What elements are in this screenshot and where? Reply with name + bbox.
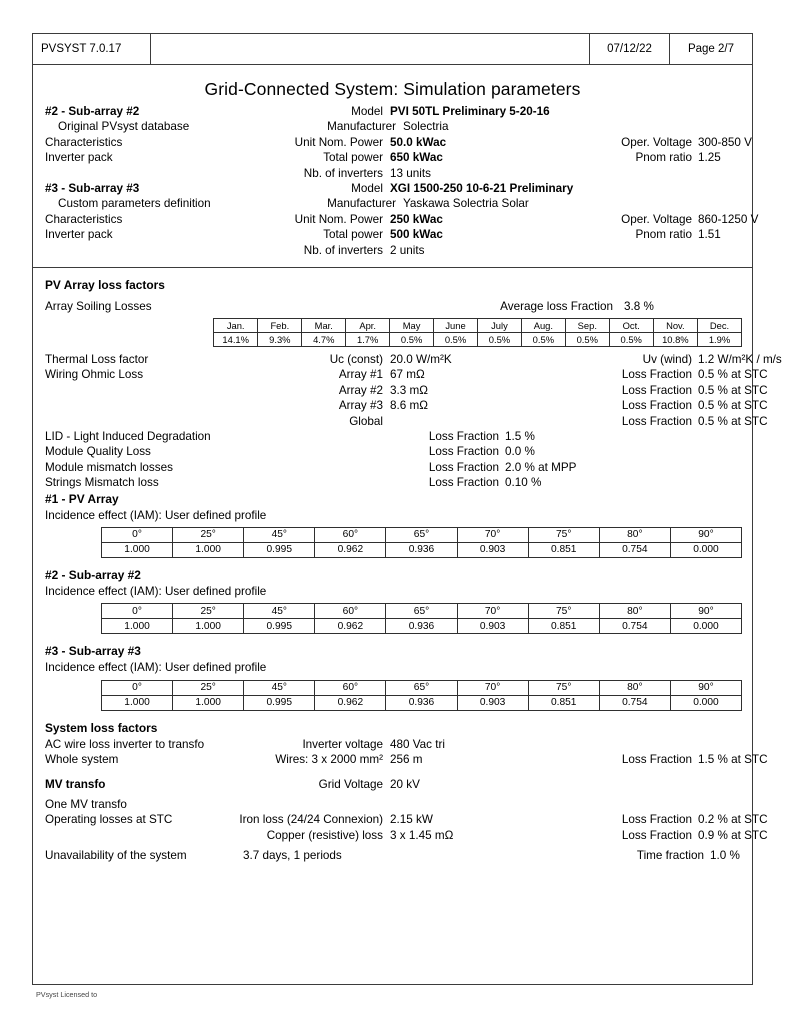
header-version: PVSYST 7.0.17 <box>33 34 151 64</box>
subarray-row <box>45 196 742 211</box>
unavailability-value: 3.7 days, 1 periods <box>243 849 342 863</box>
table-cell: 0.5% <box>434 332 478 346</box>
unit-power-value: 50.0 kWac <box>390 135 447 149</box>
wiring-ohmic-loss-group <box>45 367 768 429</box>
table-cell: 4.7% <box>302 332 346 346</box>
subarray-row <box>45 150 742 165</box>
loss-fraction-key: Loss Fraction <box>621 399 692 413</box>
table-cell: 0.000 <box>670 542 741 557</box>
subarray-name: #3 - Sub-array #3 <box>45 182 140 196</box>
characteristics-label: Characteristics <box>45 135 123 149</box>
table-header-cell: 25° <box>173 680 244 695</box>
model-value: XGI 1500-250 10-6-21 Preliminary <box>390 182 574 196</box>
ac-wire-label: AC wire loss inverter to transfo <box>45 737 205 751</box>
table-header-cell: 75° <box>528 604 599 619</box>
table-header-cell: Feb. <box>258 318 302 332</box>
nb-inverters-value: 13 units <box>390 166 431 180</box>
table-cell: 0.754 <box>599 542 670 557</box>
loss-fraction-key: Loss Fraction <box>428 445 499 459</box>
table-cell: 0.936 <box>386 542 457 557</box>
table-header-cell: May <box>390 318 434 332</box>
table-cell: 0.000 <box>670 619 741 634</box>
table-header-cell: 75° <box>528 680 599 695</box>
table-header-row <box>102 527 742 542</box>
wiring-label: Wiring Ohmic Loss <box>45 368 144 382</box>
total-power-value: 650 kWac <box>390 151 443 165</box>
subarray-row <box>45 227 742 242</box>
uc-key: Uc (const) <box>329 352 383 366</box>
soiling-label: Array Soiling Losses <box>45 300 152 314</box>
table-header-cell: Nov. <box>653 318 697 332</box>
table-header-cell: 60° <box>315 680 386 695</box>
iron-loss-fraction-value: 0.2 % at STC <box>698 813 768 827</box>
table-header-cell: June <box>434 318 478 332</box>
loss-row <box>45 444 742 459</box>
table-header-cell: 45° <box>244 527 315 542</box>
table-cell: 0.754 <box>599 695 670 710</box>
wires-key: Wires: 3 x 2000 mm² <box>275 753 383 767</box>
iam-subtitle: Incidence effect (IAM): User defined profile <box>45 584 267 598</box>
average-loss-value: 3.8 % <box>624 300 654 314</box>
wiring-array-key: Array #2 <box>338 383 383 397</box>
loss-label: Module Quality Loss <box>45 445 151 459</box>
model-key: Model <box>351 182 383 196</box>
wiring-array-value: 67 mΩ <box>390 368 425 382</box>
nb-inverters-value: 2 units <box>390 243 425 257</box>
mv-transfo-row <box>45 777 742 792</box>
pnom-ratio-value: 1.51 <box>698 228 721 242</box>
total-power-key: Total power <box>323 228 383 242</box>
iam-section-title: #1 - PV Array <box>45 491 119 506</box>
unit-power-key: Unit Nom. Power <box>294 212 383 226</box>
total-power-value: 500 kWac <box>390 228 443 242</box>
iam-subtitle-row <box>45 660 742 675</box>
subarray-row <box>45 135 752 150</box>
table-header-cell: Apr. <box>346 318 390 332</box>
uv-value: 1.2 W/m²K / m/s <box>698 352 782 366</box>
table-header-row <box>102 680 742 695</box>
loss-fraction-value: 0.5 % at STC <box>698 383 768 397</box>
iam-subtitle-row <box>45 584 742 599</box>
unavailability-row <box>45 848 742 863</box>
table-cell: 0.903 <box>457 542 528 557</box>
operating-losses-label: Operating losses at STC <box>45 813 173 827</box>
inverter-pack-label: Inverter pack <box>45 151 113 165</box>
whole-system-row <box>45 752 768 767</box>
loss-row <box>45 475 742 490</box>
table-header-cell: 90° <box>670 527 741 542</box>
total-power-key: Total power <box>323 151 383 165</box>
table-header-row <box>102 604 742 619</box>
table-header-cell: 0° <box>102 527 173 542</box>
table-cell: 0.5% <box>390 332 434 346</box>
wiring-ohmic-row <box>45 414 768 429</box>
pnom-ratio-value: 1.25 <box>698 151 721 165</box>
table-header-cell: 45° <box>244 680 315 695</box>
iam-subtitle: Incidence effect (IAM): User defined profile <box>45 661 267 675</box>
iam-section-title: #3 - Sub-array #3 <box>45 644 141 659</box>
table-header-row <box>214 318 742 332</box>
subarray-name: #2 - Sub-array #2 <box>45 105 140 118</box>
iam-subtitle-row <box>45 508 742 523</box>
table-cell: 0.5% <box>609 332 653 346</box>
loss-fraction-key: Loss Fraction <box>428 429 499 443</box>
page-footer: PVsyst Licensed to <box>36 990 98 999</box>
table-row <box>214 332 742 346</box>
unavailability-label: Unavailability of the system <box>45 849 187 863</box>
iron-loss-fraction-key: Loss Fraction <box>621 813 692 827</box>
inverter-voltage-value: 480 Vac tri <box>390 737 446 751</box>
table-header-cell: 70° <box>457 680 528 695</box>
loss-fraction-value: 0.0 % <box>505 445 535 459</box>
loss-fraction-key: Loss Fraction <box>621 383 692 397</box>
thermal-loss-label: Thermal Loss factor <box>45 352 149 366</box>
table-header-cell: 25° <box>173 604 244 619</box>
loss-fraction-value: 0.5 % at STC <box>698 368 768 382</box>
table-header-cell: 45° <box>244 604 315 619</box>
inverter-pack-label: Inverter pack <box>45 228 113 242</box>
wiring-ohmic-row <box>45 383 768 398</box>
uv-key: Uv (wind) <box>642 352 692 366</box>
table-header-cell: Mar. <box>302 318 346 332</box>
copper-loss-value: 3 x 1.45 mΩ <box>390 828 454 842</box>
table-cell: 0.936 <box>386 619 457 634</box>
table-header-cell: 80° <box>599 680 670 695</box>
wiring-array-key: Global <box>349 414 383 428</box>
section-divider <box>33 267 752 268</box>
loss-row <box>45 460 742 475</box>
oper-voltage-key: Oper. Voltage <box>621 212 692 226</box>
time-fraction-key: Time fraction <box>636 849 704 863</box>
loss-label: Strings Mismatch loss <box>45 476 159 490</box>
table-header-cell: 80° <box>599 527 670 542</box>
table-header-cell: 0° <box>102 604 173 619</box>
characteristics-label: Characteristics <box>45 212 123 226</box>
table-cell: 0.851 <box>528 695 599 710</box>
loss-fraction-key: Loss Fraction <box>428 460 499 474</box>
table-cell: 1.9% <box>698 332 742 346</box>
model-value: PVI 50TL Preliminary 5-20-16 <box>390 105 550 118</box>
table-header-cell: 65° <box>386 604 457 619</box>
other-loss-group <box>45 429 742 491</box>
table-cell: 0.995 <box>244 695 315 710</box>
loss-fraction-value: 0.10 % <box>505 476 542 490</box>
copper-loss-key: Copper (resistive) loss <box>266 828 383 842</box>
table-header-cell: 80° <box>599 604 670 619</box>
table-cell: 10.8% <box>653 332 697 346</box>
loss-fraction-key: Loss Fraction <box>621 414 692 428</box>
table-header-cell: 25° <box>173 527 244 542</box>
ac-wire-row <box>45 737 742 752</box>
header-page-number: Page 2/7 <box>687 43 735 55</box>
table-cell: 0.903 <box>457 695 528 710</box>
grid-voltage-value: 20 kV <box>390 777 420 791</box>
table-cell: 0.995 <box>244 542 315 557</box>
inverter-voltage-key: Inverter voltage <box>302 737 383 751</box>
subarray-row <box>45 212 759 227</box>
table-cell: 1.7% <box>346 332 390 346</box>
table-cell: 0.962 <box>315 695 386 710</box>
loss-fraction-key: Loss Fraction <box>428 476 499 490</box>
subarray-row <box>45 119 742 134</box>
average-loss-key: Average loss Fraction <box>500 300 613 314</box>
table-header-cell: 65° <box>386 680 457 695</box>
table-header-cell: 90° <box>670 680 741 695</box>
one-mv-label: One MV transfo <box>45 797 127 811</box>
report-page <box>32 33 782 985</box>
table-cell: 9.3% <box>258 332 302 346</box>
page-title: Grid-Connected System: Simulation parameters <box>204 79 581 99</box>
copper-loss-fraction-value: 0.9 % at STC <box>698 828 768 842</box>
wiring-ohmic-row <box>45 367 768 382</box>
table-cell: 0.5% <box>477 332 521 346</box>
whole-system-label: Whole system <box>45 753 119 767</box>
loss-fraction-value: 2.0 % at MPP <box>505 460 577 474</box>
table-cell: 0.5% <box>521 332 565 346</box>
header-spacer <box>151 34 590 64</box>
iam-section-title: #2 - Sub-array #2 <box>45 567 141 582</box>
table-cell: 0.000 <box>670 695 741 710</box>
one-mv-row <box>45 797 742 812</box>
iron-loss-key: Iron loss (24/24 Connexion) <box>239 813 383 827</box>
table-cell: 1.000 <box>102 619 173 634</box>
table-header-cell: Dec. <box>698 318 742 332</box>
table-cell: 1.000 <box>173 619 244 634</box>
subarray-row <box>45 166 742 181</box>
table-cell: 0.754 <box>599 619 670 634</box>
model-key: Model <box>351 105 383 118</box>
table-cell: 0.903 <box>457 619 528 634</box>
table-header-cell: 70° <box>457 604 528 619</box>
pv-array-loss-title: PV Array loss factors <box>45 278 165 293</box>
mv-transfo-title: MV transfo <box>45 777 106 791</box>
table-header-cell: July <box>477 318 521 332</box>
table-header-cell: Jan. <box>214 318 258 332</box>
loss-fraction-value: 0.5 % at STC <box>698 399 768 413</box>
iam-table <box>101 680 742 711</box>
table-cell: 0.936 <box>386 695 457 710</box>
nb-inverters-key: Nb. of inverters <box>303 243 383 257</box>
wiring-ohmic-row <box>45 398 768 413</box>
subarray-row <box>45 181 742 196</box>
oper-voltage-value: 300-850 V <box>698 135 752 149</box>
loss-fraction-key: Loss Fraction <box>621 368 692 382</box>
table-cell: 1.000 <box>102 695 173 710</box>
subarray-row <box>45 243 742 258</box>
wires-value: 256 m <box>390 753 423 767</box>
loss-fraction-value: 1.5 % <box>505 429 535 443</box>
loss-label: Module mismatch losses <box>45 460 173 474</box>
table-cell: 0.962 <box>315 542 386 557</box>
table-row <box>102 695 742 710</box>
table-cell: 1.000 <box>173 695 244 710</box>
operating-losses-row <box>45 812 768 827</box>
table-header-cell: 90° <box>670 604 741 619</box>
table-cell: 0.5% <box>565 332 609 346</box>
wires-loss-value: 1.5 % at STC <box>698 753 768 767</box>
table-cell: 1.000 <box>173 542 244 557</box>
subarray-database: Original PVsyst database <box>58 120 190 134</box>
iam-table <box>101 603 742 634</box>
table-cell: 0.851 <box>528 542 599 557</box>
subarray-database: Custom parameters definition <box>58 197 211 211</box>
thermal-loss-row <box>45 352 782 367</box>
pnom-ratio-key: Pnom ratio <box>635 228 692 242</box>
soiling-table <box>213 318 742 347</box>
grid-voltage-key: Grid Voltage <box>318 777 383 791</box>
copper-loss-fraction-key: Loss Fraction <box>621 828 692 842</box>
table-header-cell: 0° <box>102 680 173 695</box>
pnom-ratio-key: Pnom ratio <box>635 151 692 165</box>
table-cell: 0.962 <box>315 619 386 634</box>
table-cell: 1.000 <box>102 542 173 557</box>
table-header-cell: Aug. <box>521 318 565 332</box>
subarray-row <box>45 104 742 119</box>
table-cell: 14.1% <box>214 332 258 346</box>
manufacturer-key: Manufacturer <box>327 120 396 134</box>
copper-loss-row <box>45 828 768 843</box>
table-header-cell: 75° <box>528 527 599 542</box>
header-date: 07/12/22 <box>590 34 670 64</box>
oper-voltage-value: 860-1250 V <box>698 212 759 226</box>
time-fraction-value: 1.0 % <box>710 849 740 863</box>
wiring-array-key: Array #3 <box>338 399 383 413</box>
manufacturer-value: Yaskawa Solectria Solar <box>403 197 529 211</box>
uc-value: 20.0 W/m²K <box>390 352 452 366</box>
iam-table <box>101 527 742 558</box>
table-cell: 0.995 <box>244 619 315 634</box>
nb-inverters-key: Nb. of inverters <box>303 166 383 180</box>
unit-power-value: 250 kWac <box>390 212 443 226</box>
wiring-array-value: 8.6 mΩ <box>390 399 428 413</box>
system-loss-title: System loss factors <box>45 720 158 735</box>
wires-loss-key: Loss Fraction <box>621 753 692 767</box>
table-row <box>102 619 742 634</box>
wiring-array-key: Array #1 <box>338 368 383 382</box>
manufacturer-value: Solectria <box>403 120 449 134</box>
table-cell: 0.851 <box>528 619 599 634</box>
table-header-cell: Sep. <box>565 318 609 332</box>
loss-row <box>45 429 742 444</box>
iam-subtitle: Incidence effect (IAM): User defined profile <box>45 508 267 522</box>
loss-label: LID - Light Induced Degradation <box>45 429 211 443</box>
table-row <box>102 542 742 557</box>
iron-loss-value: 2.15 kW <box>390 813 433 827</box>
iam-sections <box>45 491 742 711</box>
table-header-cell: Oct. <box>609 318 653 332</box>
oper-voltage-key: Oper. Voltage <box>621 135 692 149</box>
table-header-cell: 65° <box>386 527 457 542</box>
table-header-cell: 60° <box>315 527 386 542</box>
table-header-cell: 70° <box>457 527 528 542</box>
loss-fraction-value: 0.5 % at STC <box>698 414 768 428</box>
manufacturer-key: Manufacturer <box>327 197 396 211</box>
wiring-array-value: 3.3 mΩ <box>390 383 428 397</box>
unit-power-key: Unit Nom. Power <box>294 135 383 149</box>
table-header-cell: 60° <box>315 604 386 619</box>
page-header <box>33 34 752 65</box>
